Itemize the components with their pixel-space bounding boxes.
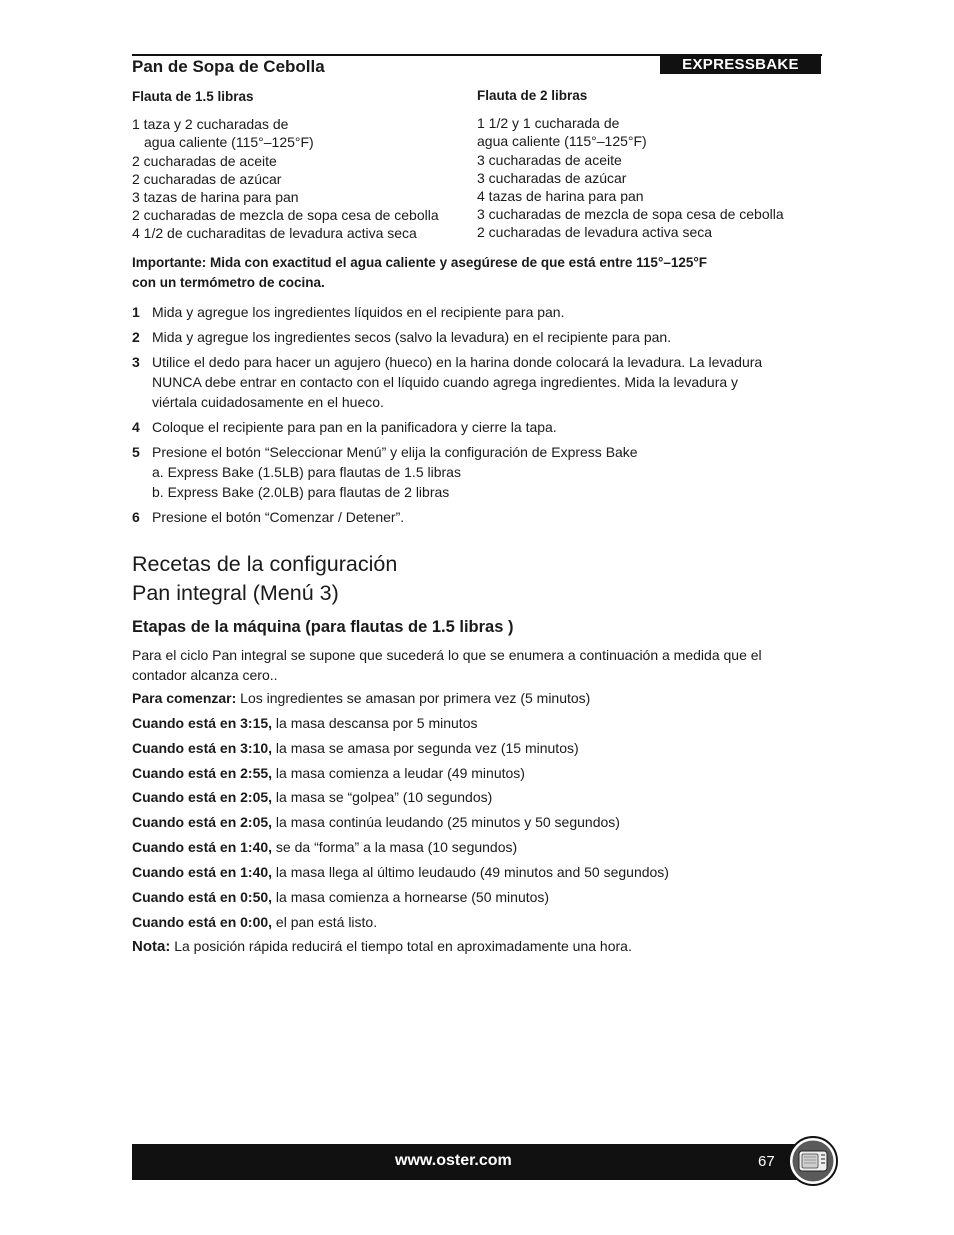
ingredient-line: 3 cucharadas de aceite [477,151,622,168]
step-item [132,327,822,347]
note [132,938,632,955]
step-number: 6 [132,509,140,525]
section-title-line: Pan integral (Menú 3) [132,581,339,605]
step-number: 4 [132,419,140,435]
ingredients-left-title: Flauta de 1.5 libras [132,89,254,104]
step-text: b. Express Bake (2.0LB) para flautas de 2 libras [152,484,450,500]
timeline-time: Cuando está en 0:00, [132,913,273,930]
ingredient-line: 1 taza y 2 cucharadas de [132,116,289,133]
step-number: 2 [132,329,140,345]
bread-maker-icon [788,1136,838,1186]
steps-list [132,302,822,532]
ingredients-right-title: Flauta de 2 libras [477,88,588,103]
section-title [132,550,397,608]
timeline-time: Cuando está en 0:50, [132,888,273,905]
intro-line: Para el ciclo Pan integral se supone que sucederá lo que se enumera a continuación a medida que el [132,647,762,663]
timeline-desc: la masa comienza a hornearse (50 minutos) [272,888,550,905]
step-number: 5 [132,444,140,460]
timeline-item [132,688,822,713]
stages-timeline [132,688,822,936]
intro-line: contador alcanza cero.. [132,667,278,683]
ingredient-line: 2 cucharadas de mezcla de sopa cesa de cebolla [132,207,439,224]
step-text: Mida y agregue los ingredientes líquidos en el recipiente para pan. [152,304,565,320]
timeline-desc: el pan está listo. [272,913,378,930]
section-title-line: Recetas de la configuración [132,552,398,576]
timeline-desc: la masa se amasa por segunda vez (15 minutos) [272,739,579,756]
timeline-time: Cuando está en 3:15, [132,714,273,731]
ingredient-line: 2 cucharadas de aceite [132,152,277,169]
timeline-item [132,787,822,812]
timeline-time: Para comenzar: [132,690,237,706]
important-note [132,253,822,293]
ingredient-line: agua caliente (115°–125°F) [144,134,314,151]
timeline-item [132,912,822,937]
footer-url: www.oster.com [395,1152,512,1169]
ingredient-line: agua caliente (115°–125°F) [477,133,647,150]
step-text: Coloque el recipiente para pan en la panificadora y cierre la tapa. [152,419,557,435]
step-item [132,352,822,412]
timeline-time: Cuando está en 1:40, [132,839,273,856]
step-item [132,417,822,437]
ingredient-line: 4 1/2 de cucharaditas de levadura activa seca [132,225,417,242]
important-line: con un termómetro de cocina. [132,275,325,290]
ingredient-line: 4 tazas de harina para pan [477,188,644,205]
step-item [132,442,822,502]
timeline-time: Cuando está en 3:10, [132,739,273,756]
ingredients-left-column [132,88,472,243]
step-text: Utilice el dedo para hacer un agujero (hueco) en la harina donde colocará la levadura. La levadura [152,354,763,370]
step-item [132,507,822,527]
step-number: 1 [132,304,140,320]
ingredient-line: 2 cucharadas de azúcar [132,170,282,187]
timeline-item [132,862,822,887]
step-text: viértala cuidadosamente en el hueco. [152,394,384,410]
ingredients-right-column [477,87,817,242]
ingredient-line: 2 cucharadas de levadura activa seca [477,224,713,241]
ingredient-line: 3 cucharadas de azúcar [477,169,627,186]
timeline-desc: la masa descansa por 5 minutos [272,714,478,731]
step-text: NUNCA debe entrar en contacto con el líquido cuando agrega ingredientes. Mida la levadura y [152,374,739,390]
page-number: 67 [758,1153,775,1170]
step-text: Mida y agregue los ingredientes secos (salvo la levadura) en el recipiente para pan. [152,329,672,345]
timeline-time: Cuando está en 1:40, [132,863,273,880]
note-label: Nota: [132,938,171,955]
timeline-time: Cuando está en 2:05, [132,814,273,831]
note-text: La posición rápida reducirá el tiempo total en aproximadamente una hora. [170,938,632,954]
timeline-desc: la masa comienza a leudar (49 minutos) [272,764,525,781]
timeline-time: Cuando está en 2:05, [132,789,273,806]
timeline-item [132,763,822,788]
step-number: 3 [132,354,140,370]
timeline-time: Cuando está en 2:55, [132,764,273,781]
timeline-item [132,812,822,837]
timeline-desc: se da “forma” a la masa (10 segundos) [272,839,518,856]
timeline-item [132,713,822,738]
stages-intro [132,645,822,685]
important-line: Importante: Mida con exactitud el agua caliente y asegúrese de que está entre 115°–125°F [132,255,708,270]
step-item [132,302,822,322]
setting-tab: EXPRESSBAKE [660,56,821,74]
timeline-item [132,738,822,763]
step-text: a. Express Bake (1.5LB) para flautas de 1.5 libras [152,464,461,480]
timeline-desc: la masa continúa leudando (25 minutos y 50 segundos) [272,814,620,831]
timeline-desc: la masa se “golpea” (10 segundos) [272,789,493,806]
step-text: Presione el botón “Comenzar / Detener”. [152,509,405,525]
ingredient-line: 1 1/2 y 1 cucharada de [477,115,620,132]
timeline-item [132,887,822,912]
step-text: Presione el botón “Seleccionar Menú” y elija la configuración de Express Bake [152,444,638,460]
timeline-desc: Los ingredientes se amasan por primera vez (5 minutos) [236,690,591,706]
ingredient-line: 3 tazas de harina para pan [132,189,299,206]
ingredient-line: 3 cucharadas de mezcla de sopa cesa de cebolla [477,206,784,223]
timeline-desc: la masa llega al último leudaudo (49 minutos and 50 segundos) [272,863,669,880]
recipe-title: Pan de Sopa de Cebolla [132,57,325,76]
stages-heading: Etapas de la máquina (para flautas de 1.5 libras ) [132,618,514,636]
timeline-item [132,837,822,862]
